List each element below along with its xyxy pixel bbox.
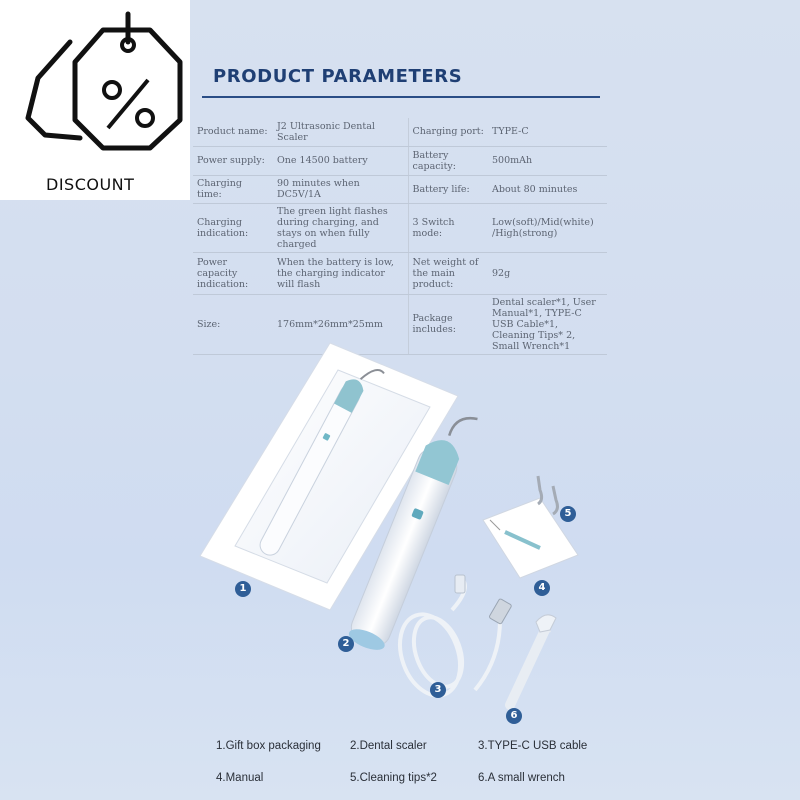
- param-value: 176mm*26mm*25mm: [273, 294, 408, 354]
- caption-scaler: 2.Dental scaler: [350, 740, 427, 752]
- param-value: TYPE-C: [488, 118, 607, 146]
- param-value: The green light flashes during charging, and stays on when fully charged: [273, 203, 408, 252]
- caption-gift-box: 1.Gift box packaging: [216, 740, 321, 752]
- param-label: Net weight of the main product:: [408, 252, 488, 294]
- param-value: About 80 minutes: [488, 175, 607, 203]
- marker-gift-box: 1: [235, 581, 251, 597]
- marker-scaler: 2: [338, 636, 354, 652]
- param-value: 90 minutes when DC5V/1A: [273, 175, 408, 203]
- marker-cleaning-tips: 5: [560, 506, 576, 522]
- param-label: 3 Switch mode:: [408, 203, 488, 252]
- param-label: Charging indication:: [193, 203, 273, 252]
- param-value: One 14500 battery: [273, 146, 408, 175]
- marker-wrench: 6: [506, 708, 522, 724]
- page-title: PRODUCT PARAMETERS: [213, 66, 463, 87]
- caption-wrench: 6.A small wrench: [478, 772, 565, 784]
- param-value: Dental scaler*1, User Manual*1, TYPE-C USB Cable*1, Cleaning Tips* 2, Small Wrench*1: [488, 294, 607, 354]
- marker-usb-cable: 3: [430, 682, 446, 698]
- param-label: Product name:: [193, 118, 273, 146]
- param-label: Package includes:: [408, 294, 488, 354]
- param-label: Battery life:: [408, 175, 488, 203]
- param-label: Power capacity indication:: [193, 252, 273, 294]
- param-value: 500mAh: [488, 146, 607, 175]
- param-value: Low(soft)/Mid(white) /High(strong): [488, 203, 607, 252]
- param-label: Charging port:: [408, 118, 488, 146]
- usb-cable: [389, 575, 512, 704]
- discount-label: DISCOUNT: [46, 175, 135, 194]
- param-label: Power supply:: [193, 146, 273, 175]
- caption-usb-cable: 3.TYPE-C USB cable: [478, 740, 588, 752]
- param-label: Size:: [193, 294, 273, 354]
- caption-manual: 4.Manual: [216, 772, 264, 784]
- param-label: Charging time:: [193, 175, 273, 203]
- param-value: 92g: [488, 252, 607, 294]
- marker-manual: 4: [534, 580, 550, 596]
- small-wrench: [510, 615, 556, 705]
- param-value: J2 Ultrasonic Dental Scaler: [273, 118, 408, 146]
- param-label: Battery capacity:: [408, 146, 488, 175]
- param-value: When the battery is low, the charging indicator will flash: [273, 252, 408, 294]
- caption-cleaning-tips: 5.Cleaning tips*2: [350, 772, 437, 784]
